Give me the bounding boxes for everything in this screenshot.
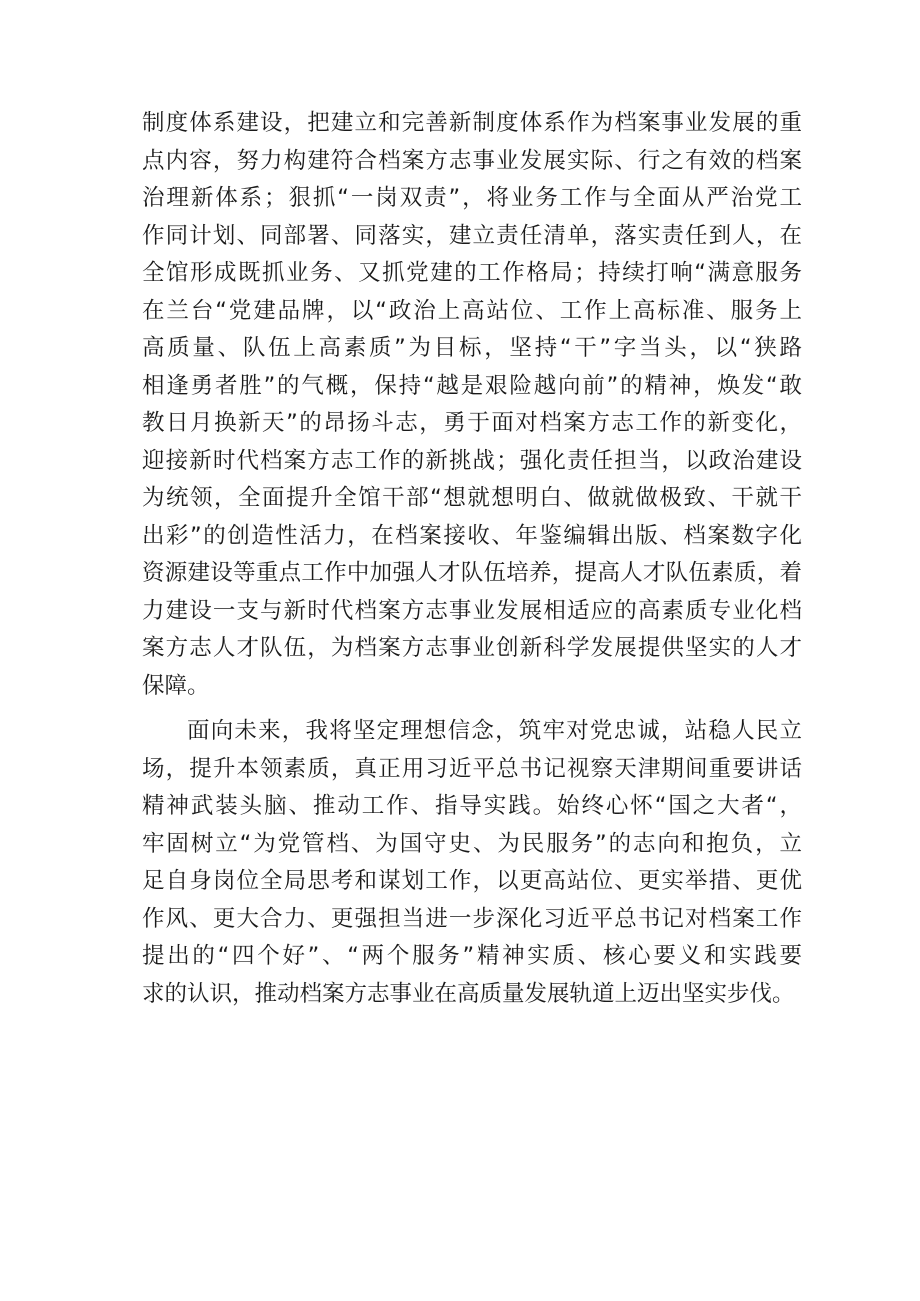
- text-line: 制度体系建设，把建立和完善新制度体系作为档案事业发展的重: [142, 110, 802, 136]
- text-line: 点内容，努力构建符合档案方志事业发展实际、行之有效的档案: [142, 147, 802, 174]
- text-line: 在兰台“党建品牌，以“政治上高站位、工作上高标准、服务上: [142, 297, 802, 324]
- text-line: 出彩”的创造性活力，在档案接收、年鉴编辑出版、档案数字化: [142, 522, 802, 549]
- text-line: 作风、更大合力、更强担当进一步深化习近平总书记对档案工作: [142, 905, 802, 932]
- text-line: 保障。: [142, 672, 210, 699]
- text-line: 治理新体系；狠抓“一岗双责”，将业务工作与全面从严治党工: [142, 185, 802, 211]
- text-line: 高质量、队伍上高素质”为目标，坚持“干”字当头，以“狭路: [142, 335, 802, 361]
- text-line: 力建设一支与新时代档案方志事业发展相适应的高素质专业化档: [142, 597, 802, 624]
- text-line: 提出的“四个好”、“两个服务”精神实质、核心要义和实践要: [142, 943, 802, 969]
- paragraph-1: [142, 105, 802, 705]
- text-line: 求的认识，推动档案方志事业在高质量发展轨道上迈出坚实步伐。: [142, 980, 795, 1007]
- text-line: 作同计划、同部署、同落实，建立责任清单，落实责任到人，在: [142, 222, 802, 249]
- text-line: 场，提升本领素质，真正用习近平总书记视察天津期间重要讲话: [142, 755, 802, 782]
- text-line: 精神武装头脑、推动工作、指导实践。始终心怀“国之大者“，: [142, 793, 802, 819]
- text-line: 牢固树立“为党管档、为国守史、为民服务”的志向和抱负，立: [142, 830, 802, 857]
- document-body: [142, 105, 802, 1013]
- text-line: 足自身岗位全局思考和谋划工作，以更高站位、更实举措、更优: [142, 868, 802, 894]
- text-line: 案方志人才队伍，为档案方志事业创新科学发展提供坚实的人才: [142, 635, 802, 661]
- text-line: 相逢勇者胜”的气概，保持“越是艰险越向前”的精神，焕发“敢: [142, 372, 802, 399]
- paragraph-2: [142, 713, 802, 1013]
- text-line: 面向未来，我将坚定理想信念，筑牢对党忠诚，站稳人民立: [187, 718, 802, 744]
- text-line: 教日月换新天”的昂扬斗志，勇于面对档案方志工作的新变化，: [142, 410, 802, 436]
- text-line: 资源建设等重点工作中加强人才队伍培养，提高人才队伍素质，着: [142, 560, 802, 586]
- text-line: 全馆形成既抓业务、又抓党建的工作格局；持续打响“满意服务: [142, 260, 802, 286]
- text-line: 迎接新时代档案方志工作的新挑战；强化责任担当，以政治建设: [142, 447, 802, 474]
- text-line: 为统领，全面提升全馆干部“想就想明白、做就做极致、干就干: [142, 485, 802, 511]
